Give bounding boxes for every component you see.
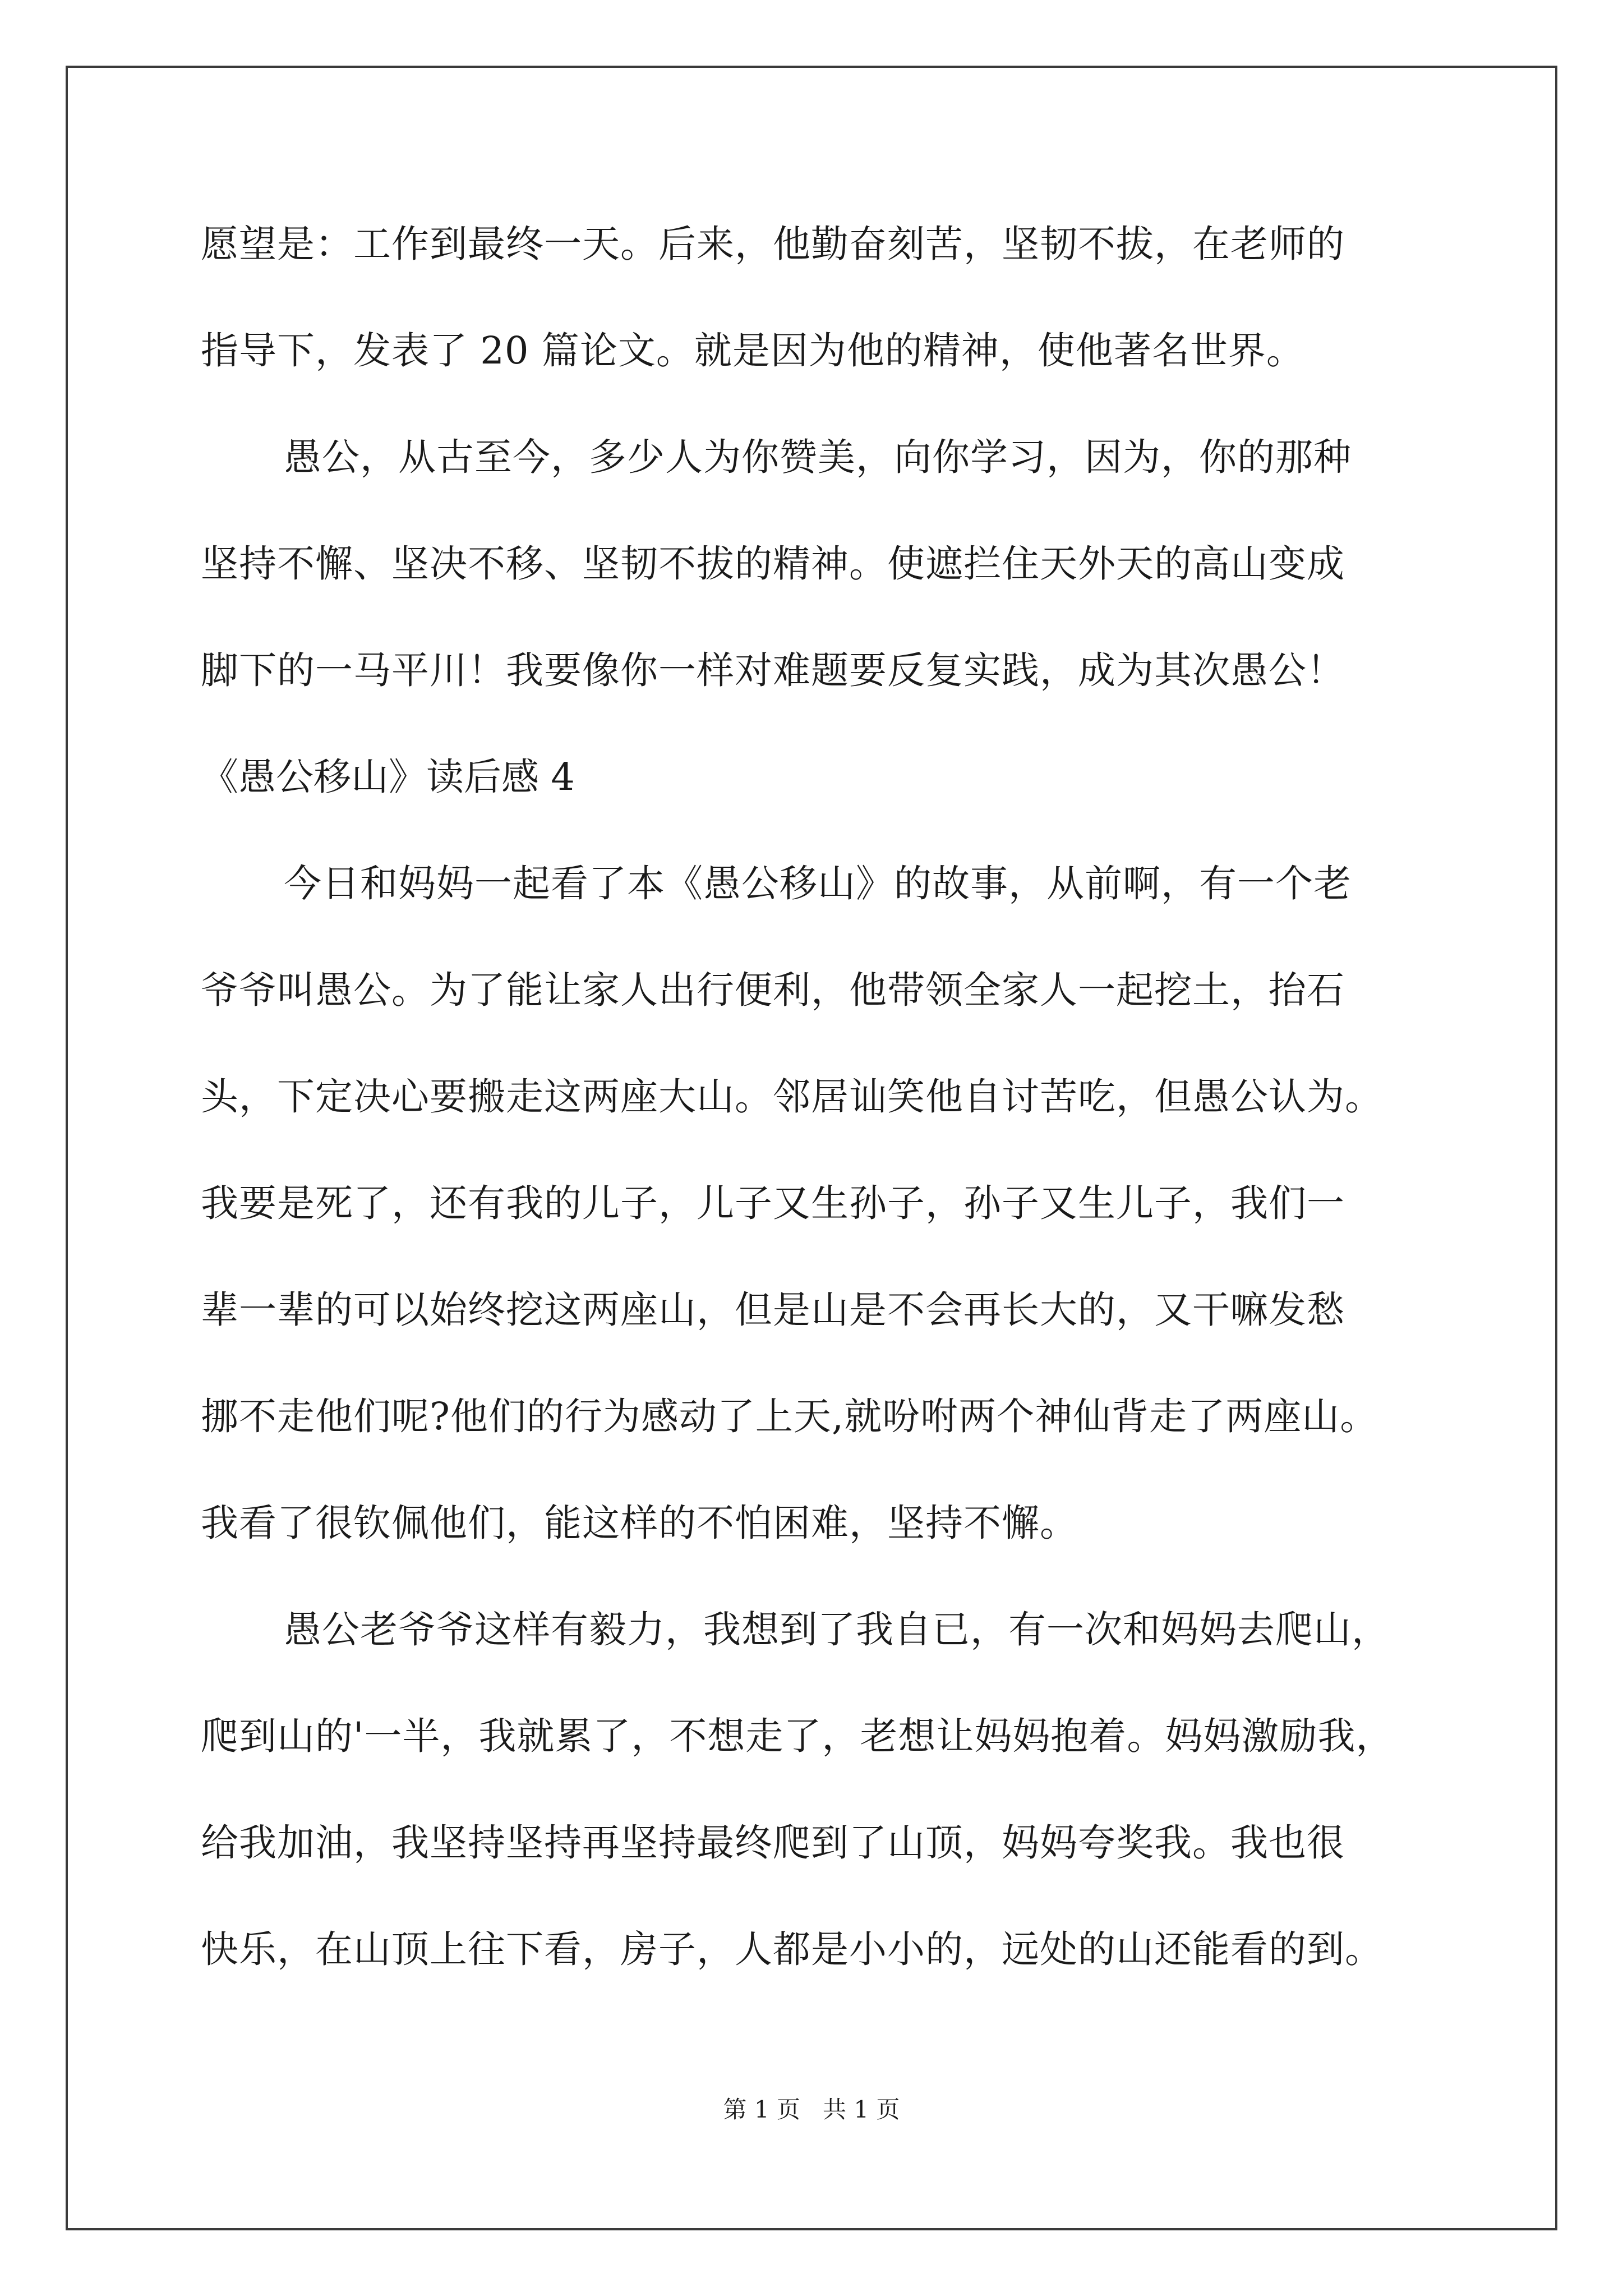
text-line: 头，下定决心要搬走这两座大山。邻居讪笑他自讨苦吃，但愚公认为。 <box>201 1075 1383 1119</box>
text-line: 爬到山的'一半，我就累了，不想走了，老想让妈妈抱着。妈妈激励我， <box>201 1714 1394 1758</box>
text-line: 愿望是：工作到最终一天。后来，他勤奋刻苦，坚韧不拔，在老师的 <box>201 222 1345 266</box>
paragraph-start-line: 愚公老爷爷这样有毅力，我想到了我自已，有一次和妈妈去爬山， <box>284 1608 1390 1651</box>
section-heading: 《愚公移山》读后感 4 <box>201 755 575 799</box>
text-line: 挪不走他们呢?他们的行为感动了上天,就吩咐两个神仙背走了两座山。 <box>201 1395 1378 1438</box>
text-line: 我要是死了，还有我的儿子，儿子又生孙子，孙子又生儿子，我们一 <box>201 1181 1345 1225</box>
paragraph-start-line: 今日和妈妈一起看了本《愚公移山》的故事，从前啊，有一个老 <box>284 862 1352 905</box>
text-line: 快乐，在山顶上往下看，房子，人都是小小的，远处的山还能看的到。 <box>201 1927 1383 1971</box>
document-body <box>201 191 1435 2003</box>
text-line: 我看了很钦佩他们，能这样的不怕困难，坚持不懈。 <box>201 1501 1078 1545</box>
paragraph-start-line: 愚公，从古至今，多少人为你赞美，向你学习，因为，你的那种 <box>284 435 1352 479</box>
text-line: 爷爷叫愚公。为了能让家人出行便利，他带领全家人一起挖土，抬石 <box>201 968 1345 1012</box>
text-line: 指导下，发表了 20 篇论文。就是因为他的精神，使他著名世界。 <box>201 329 1304 372</box>
text-line: 坚持不懈、坚决不移、坚韧不拔的精神。使遮拦住天外天的高山变成 <box>201 542 1345 586</box>
text-line: 给我加油，我坚持坚持再坚持最终爬到了山顶，妈妈夸奖我。我也很 <box>201 1821 1345 1865</box>
page-footer: 第 1 页 共 1 页 <box>723 2096 900 2123</box>
text-line: 辈一辈的可以始终挖这两座山，但是山是不会再长大的，又干嘛发愁 <box>201 1288 1345 1332</box>
text-line: 脚下的一马平川！我要像你一样对难题要反复实践，成为其次愚公！ <box>201 648 1345 692</box>
